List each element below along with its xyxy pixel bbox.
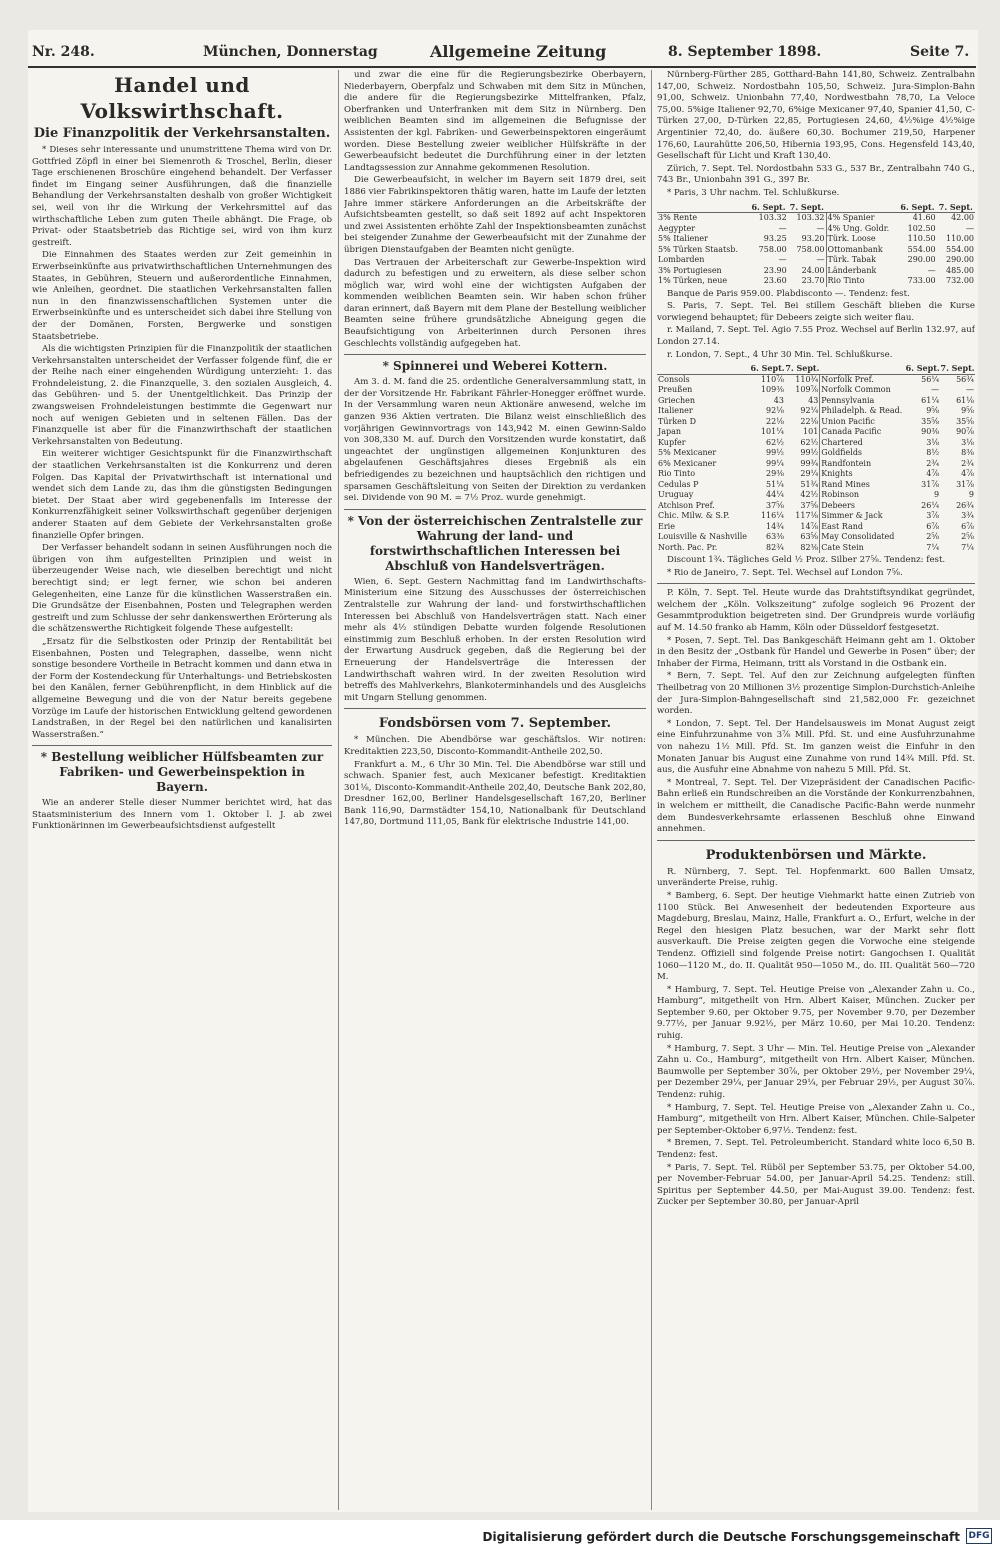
page-header — [28, 40, 976, 66]
table-cell: 109⅜ — [760, 385, 784, 395]
table-cell: 99¼ — [766, 458, 784, 468]
table-cell: 43 — [773, 395, 784, 405]
table-cell: 117⅛ — [795, 511, 819, 521]
table-cell: 42.00 — [951, 213, 974, 223]
table-cell: 1% Türken, neue — [658, 276, 728, 286]
table-header-cell — [657, 202, 749, 213]
table-cell: 90⅞ — [956, 427, 974, 437]
table-row — [657, 543, 975, 554]
column-2 — [344, 70, 646, 1510]
table-cell: 92⅛ — [766, 406, 784, 416]
table-cell: Robinson — [820, 490, 905, 501]
table-cell: 62½ — [766, 437, 784, 447]
table-cell: 9 — [934, 490, 940, 500]
table-header-cell: 7. Sept. — [940, 363, 975, 374]
table-cell: Lombarden — [658, 255, 705, 265]
table-cell: Uruguay — [658, 490, 694, 500]
table-row — [657, 438, 975, 449]
table-cell: 93.20 — [801, 234, 825, 244]
table-footer: Discount 1¾. Tägliches Geld ½ Proz. Silber 27⅝. Tendenz: fest. — [667, 555, 946, 566]
table-cell: 63⅝ — [800, 532, 819, 542]
table-cell: Länderbank — [826, 266, 898, 277]
table-cell: East Rand — [820, 522, 905, 533]
table-cell: Türk. Loose — [826, 234, 898, 245]
table-cell: — — [778, 255, 787, 265]
table-row — [657, 385, 975, 396]
table-cell: 61¼ — [921, 395, 940, 405]
market-report: * Bamberg, 6. Sept. Der heutige Viehmarkt hatte einen Zutrieb von 1100 Stück. Bei Anwesenheit der bedeutenden Exporteure aus Magdeburg, Breslau, Mainz, Halle, Frankfurt a. O., Erfurt, welche in der Regel den hiesigen Platz besuchen, war der Markt sehr flott ausverkauft. Die Preise zeigten gegen die Vorwoche eine steigende Tendenz. Offiziell sind folgende Preise notirt: Gangochsen I. Qualität 1060—1120 M., do. II. Qualität 950—1050 M., do. III. Qualität 560—720 M. — [657, 890, 975, 983]
table-cell: 4% Spanier — [826, 213, 898, 224]
article-separator — [344, 708, 646, 709]
table-header-cell: 6. Sept. — [898, 202, 936, 213]
market-report: * Bremen, 7. Sept. Tel. Petroleumbericht. Standard white loco 6,50 B. Tendenz: fest. — [657, 1138, 975, 1160]
table-cell: Türken D — [658, 416, 697, 426]
section-title: Produktenbörsen und Märkte. — [705, 847, 927, 863]
article-paragraph: Die Gewerbeaufsicht, in welcher im Bayern seit 1879 drei, seit 1886 vier Fabrikinspektoren thätig waren, hatte im Laufe der letzten Jahre immer stärkere Anforderungen an die Arbeitskräfte der Aufsichtsbeamten gestellt, so daß seit 1892 auf acht Inspektoren und zwei Assistenten erhöhte Zahl der Inspektionsbeamten zunächst bei steigender Zunahme der Gewerbeaufsicht mit der Zunahme der übrigen Dienstaufgaben der Beamten nicht genügte. — [344, 175, 646, 255]
table-cell: May Consolidated — [820, 532, 905, 543]
table-cell: 4⅞ — [926, 469, 940, 479]
news-item: * Posen, 7. Sept. Tel. Das Bankgeschäft Heimann geht am 1. Oktober in den Besitz der „Ostbank für Handel und Gewerbe in Posen“ über; der Inhaber der Firma, Heimann, tritt als Vorstand in die Ostbank ein. — [657, 635, 975, 669]
table-cell: 93.25 — [763, 234, 787, 244]
table-cell: 99¾ — [800, 458, 819, 468]
table-cell: 6⅞ — [926, 521, 940, 531]
table-cell: — — [816, 255, 825, 265]
table-cell: 2¾ — [961, 458, 974, 468]
table-cell: 4% Ung. Goldr. — [826, 224, 898, 235]
table-cell: Simmer & Jack — [820, 511, 905, 522]
table-cell: 44¼ — [766, 490, 784, 500]
table-cell: Union Pacific — [820, 417, 905, 428]
table-cell: 7¼ — [961, 542, 974, 552]
table-cell: 101¼ — [760, 427, 784, 437]
table-cell: 103.32 — [758, 213, 787, 223]
article-paragraph: Wien, 6. Sept. Gestern Nachmittag fand im Landwirthschafts-Ministerium eine Sitzung des Ausschusses der österreichischen Zentralstelle zur Wahrung der land- und forstwirthschaftlichen Interessen bei Abschluß von Handelsverträgen statt. Nach einer mehr als 4½ stündigen Debatte wurden folgende Resolutionen einstimmig zum Beschluß erhoben. In der ersten Resolution wird der Erwartung Ausdruck gegeben, daß die Regierung bei der Erneuerung der Handelsverträge die Interessen der Landwirthschaft wahren wird. In der zweiten Resolution wird betreffs des Mahlverkehrs, Blankoterminhandels und des Ausgleichs mit Ungarn Stellung genommen. — [344, 576, 646, 703]
table-cell: 2⅝ — [926, 532, 940, 542]
table-cell: 9⅝ — [961, 406, 974, 416]
table-cell: 101 — [803, 427, 819, 437]
table-cell: Rio Tinto — [658, 469, 696, 479]
table-cell: 554.00 — [907, 244, 936, 254]
table-cell: Louisville & Nashville — [658, 532, 748, 542]
table-cell: 22⅛ — [766, 416, 784, 426]
table-cell: 9⅝ — [926, 406, 940, 416]
table-cell: 733.00 — [907, 276, 936, 286]
table-row — [657, 522, 975, 533]
dfg-logo-icon: DFG — [966, 1528, 992, 1544]
column-divider — [651, 70, 652, 1510]
column-divider — [338, 70, 339, 1510]
table-cell: — — [778, 223, 787, 233]
market-report: r. Mailand, 7. Sept. Tel. Agio 7.55 Proz. Wechsel auf Berlin 132.97, auf London 27.14. — [657, 325, 975, 347]
table-row — [657, 276, 975, 287]
table-cell: 3⅛ — [961, 437, 974, 447]
table-cell: 103.32 — [796, 213, 825, 223]
table-cell: 37⅝ — [800, 500, 819, 510]
table-cell: 110⅞ — [760, 374, 784, 384]
table-cell: 31⅞ — [956, 479, 974, 489]
paris-quotes-table — [657, 202, 975, 287]
column-1 — [32, 70, 332, 1510]
table-cell: — — [966, 385, 974, 395]
header-rule — [28, 66, 976, 68]
table-cell: Atchison Pref. — [658, 500, 715, 510]
table-cell: Cedulas P — [658, 479, 699, 489]
table-cell: 3⅛ — [926, 437, 940, 447]
column-3 — [657, 70, 975, 1510]
table-cell: 6% Mexicaner — [658, 458, 717, 468]
table-cell: 4⅞ — [961, 469, 974, 479]
table-header-cell — [820, 363, 905, 374]
article-separator — [657, 583, 975, 584]
table-header-cell: 7. Sept. — [785, 363, 820, 374]
table-cell: 26¾ — [956, 500, 974, 510]
table-heading: r. London, 7. Sept., 4 Uhr 30 Min. Tel. Schlußkurse. — [667, 349, 893, 360]
table-cell: 3⅞ — [926, 511, 940, 521]
market-report: * München. Die Abendbörse war geschäftslos. Wir notiren: Kreditaktien 223,50, Disconto-Kommandit-Antheile 202,50. — [344, 735, 646, 757]
table-cell: 6⅞ — [961, 521, 974, 531]
table-cell: Ottomanbank — [826, 245, 898, 256]
table-cell: 7¼ — [926, 542, 940, 552]
table-cell: Chic. Milw. & S.P. — [658, 511, 730, 521]
table-cell: 31⅞ — [921, 479, 940, 489]
table-header-cell: 6. Sept. — [750, 363, 785, 374]
table-cell: 3% Rente — [658, 213, 698, 223]
table-row — [657, 511, 975, 522]
issue-date: 8. September 1898. — [668, 44, 822, 60]
table-cell: 732.00 — [946, 276, 974, 286]
place-date: München, Donnerstag — [203, 44, 378, 60]
table-cell: Randfontein — [820, 459, 905, 470]
table-cell: 290.00 — [907, 255, 936, 265]
table-row — [657, 501, 975, 512]
article-paragraph: Ein weiterer wichtiger Gesichtspunkt für die Finanzwirthschaft der staatlichen Verkehrsanstalten ist die Konkurrenz und deren Folgen. Das Kapital der Privatwirthschaft ist international und wendet sich dem Lande zu, das ihm die günstigsten Bedingungen bietet. Der Staat aber wird gegebenenfalls im Interesse der Konkurrenzfähigkeit seiner Volkswirthschaft gegenüber derjenigen anderer Staaten auf dem Gebiete der Verkehrsanstalten große finanzielle Opfer bringen. — [32, 449, 332, 541]
article-separator — [344, 509, 646, 510]
table-cell: Cate Stein — [820, 543, 905, 554]
table-cell: North. Pac. Pr. — [658, 542, 718, 552]
table-row — [657, 255, 975, 266]
table-row — [657, 532, 975, 543]
page-number: Seite 7. — [910, 44, 970, 60]
table-row — [657, 406, 975, 417]
table-cell: Rand Mines — [820, 480, 905, 491]
table-header-cell: 7. Sept. — [788, 202, 826, 213]
table-cell: — — [927, 265, 936, 275]
article-title: Die Finanzpolitik der Verkehrsanstalten. — [33, 126, 331, 141]
table-row — [657, 396, 975, 407]
table-cell: 24.00 — [801, 265, 825, 275]
table-cell: Knights — [820, 469, 905, 480]
table-cell: 14¾ — [766, 521, 784, 531]
table-cell: 61⅛ — [956, 395, 974, 405]
table-footer: Banque de Paris 959.00. Plabdisconto —. Tendenz: fest. — [667, 288, 910, 299]
table-cell: Norfolk Common — [820, 385, 905, 396]
table-cell: 758.00 — [758, 244, 787, 254]
market-report: * Hamburg, 7. Sept. 3 Uhr — Min. Tel. Heutige Preise von „Alexander Zahn u. Co., Hamburg“, mitgetheilt von Hrn. Albert Kaiser, München. Baumwolle per September 30⅞, per Oktober 29½, per November 29¼, per Dezember 29¼, per Januar 29¼, per Februar 29½, per August 30⅞. Tendenz: ruhig. — [657, 1043, 975, 1101]
table-row — [657, 266, 975, 277]
market-report: Frankfurt a. M., 6 Uhr 30 Min. Tel. Die Abendbörse war still und schwach. Spanier fest, auch Mexicaner befestigt. Kreditaktien 301⅛, Disconto-Kommandit-Antheile 202,40, Deutsche Bank 202,80, Dresdner 162,00, Berliner Handelsgesellschaft 167,20, Berliner Bank 116,90, Darmstädter 154,10, Nationalbank für Deutschland 147,80, Dortmund 111,05, Bank für elektrische Industrie 141,00. — [344, 759, 646, 828]
news-item: * Bern, 7. Sept. Tel. Auf den zur Zeichnung aufgelegten fünften Theilbetrag von 20 Millionen 3½ prozentige Simplon-Durchstich-Anleihe der Jura-Simplon-Bahngesellschaft sind 21,582,000 Fr. gezeichnet worden. — [657, 671, 975, 717]
table-header-cell — [826, 202, 898, 213]
table-cell: Chartered — [820, 438, 905, 449]
table-cell: 2⅝ — [961, 532, 974, 542]
table-cell: Kupfer — [658, 437, 686, 447]
table-cell: Italiener — [658, 406, 693, 416]
article-paragraph: Die Einnahmen des Staates werden zur Zeit gemeinhin in Erwerbseinkünfte aus privatwirthschaftlichen Unternehmungen des Staates, in Gebühren, Steuern und außerordentliche Einnahmen, wie Anleihen, geordnet. Die staatlichen Verkehrsanstalten fallen nun in den finanzwissenschaftlichen Systemen unter die Erwerbseinkünfte und es unterscheidet sich dabei ihre Stellung von der der Domänen, Forsten, Bergwerke und sonstigen Staatsbetriebe. — [32, 250, 332, 342]
table-cell: Preußen — [658, 385, 693, 395]
table-cell: — — [966, 223, 974, 233]
table-cell: 99½ — [800, 448, 819, 458]
table-row — [657, 245, 975, 256]
table-cell: 5% Mexicaner — [658, 448, 717, 458]
table-cell: 29⅜ — [766, 469, 784, 479]
table-cell: Goldfields — [820, 448, 905, 459]
table-cell: 43 — [808, 395, 819, 405]
london-quotes-table — [657, 363, 975, 553]
table-cell: Rio Tinto — [826, 276, 898, 287]
article-paragraph: Wie an anderer Stelle dieser Nummer berichtet wird, hat das Staatsministerium des Innern vom 1. Oktober l. J. ab zwei Funktionärinnen im Gewerbeaufsichtsdienst aufgestellt — [32, 798, 332, 832]
article-separator — [657, 840, 975, 841]
section-title: Handel und Volkswirthschaft. — [80, 73, 284, 123]
table-cell: 758.00 — [796, 244, 825, 254]
news-item: * Montreal, 7. Sept. Tel. Der Vizepräsident der Canadischen Pacific-Bahn erließ ein Rundschreiben an die Vorstände der Konkurrenzbahnen, in welchem er mittheilt, die Canadische Pacific-Bahn werde nunmehr dem Bundesverkehrsamte erlassenen Beschluß ohne Einwand annehmen. — [657, 777, 975, 835]
table-cell: 90⅜ — [921, 427, 940, 437]
table-row — [657, 417, 975, 428]
article-title: * Von der österreichischen Zentralstelle zur Wahrung der land- und forstwirthschaftlichen Interessen bei Abschluß von Handelsverträgen. — [347, 513, 643, 573]
table-cell: 3¾ — [961, 511, 974, 521]
market-report: Nürnberg-Fürther 285, Gotthard-Bahn 141,80, Schweiz. Zentralbahn 147,00, Schweiz. Nordostbahn 105,50, Schweiz. Jura-Simplon-Bahn 91,00, Schweiz. Unionbahn 77,40, Nordwestbahn 78,70, La Veloce 75,00. 5%ige Italiener 92,70, 6%ige Mexicaner 97,40, Spanier 41,50, C-Türken 27,00, D-Türken 22,85, Portugiesen 24,60, 4½%ige 4½%ige Argentinier 72,40, do. äußere 60,30. Bochumer 219,50, Harpener 176,60, Laurahütte 206,50, Hibernia 193,95, Cons. Hegensfeld 143,40, Gesellschaft für Licht und Kraft 130,40. — [657, 70, 975, 162]
news-item: P. Köln, 7. Sept. Tel. Heute wurde das Drahtstiftsyndikat gegründet, welchem der „Köln. Volkszeitung“ zufolge sogleich 96 Prozent der Gesammtproduktion beigetreten sind. Der Grundpreis wurde vorläufig auf M. 14.50 franko ab Hamm, Köln oder Düsseldorf festgesetzt. — [657, 588, 975, 634]
article-separator — [32, 745, 332, 746]
table-cell: Pennsylvania — [820, 396, 905, 407]
table-heading: * Paris, 3 Uhr nachm. Tel. Schlußkurse. — [667, 187, 840, 198]
article-title: * Bestellung weiblicher Hülfsbeamten zur Fabriken- und Gewerbeinspektion in Bayern. — [40, 750, 324, 795]
table-cell: Japan — [658, 427, 682, 437]
table-row — [657, 490, 975, 501]
table-cell: 102.50 — [907, 223, 936, 233]
article-paragraph: Das Vertrauen der Arbeiterschaft zur Gewerbe-Inspektion wird dadurch zu befestigen und zu erweitern, als diese selber schon möglich war, wird wohl eine der wichtigsten Aufgaben der kommenden weiblichen Beamten sein. Wir haben schon früher daran erinnert, daß Bayern mit dem Plane der Bestellung weiblicher Beamten seine frühere grundsätzliche Abneigung gegen die Beaufsichtigung von Arbeiterinnen durch Personen ihres Geschlechts vollständig aufgegeben hat. — [344, 257, 646, 349]
table-cell: Erie — [658, 521, 675, 531]
article-paragraph: Der Verfasser behandelt sodann in seinen Ausführungen noch die übrigen von ihm aufgestellten Prinzipien und weist in überzeugender Weise nach, wie dieselben berechtigt und nicht berechtigt sind; er legt ferner, wie schon bei anderen Gelegenheiten, eine Lanze für die künstlichen Wasserstraßen ein. Die Grundsätze der Eisenbahnen, Posten und Telegraphen werden gestreift und zum Schlusse der sehr dankenswerthen Erörterung als die schätzenswerthe Richtigkeit folgende These aufgestellt: — [32, 543, 332, 635]
issue-number: Nr. 248. — [32, 44, 95, 60]
table-cell: 2¾ — [926, 458, 940, 468]
table-cell: Philadelph. & Read. — [820, 406, 905, 417]
table-cell: 42½ — [800, 490, 819, 500]
table-row — [657, 448, 975, 459]
table-cell: 23.70 — [801, 276, 825, 286]
article-title: * Spinnerei und Weberei Kottern. — [382, 359, 608, 374]
table-row — [657, 213, 975, 224]
table-cell: 29¼ — [800, 469, 819, 479]
news-item: * London, 7. Sept. Tel. Der Handelsausweis im Monat August zeigt eine Einfuhrzunahme von 3⅞ Mill. Pfd. St. und eine Ausfuhrzunahme von nahezu 1½ Mill. Pfd. St. Im ganzen weist die Einfuhr in den Monaten Januar bis August eine Zunahme von rund 14¾ Mill. Pfd. St. aus, die Ausfuhr eine Abnahme von nahezu 5 Mill. Pfd. St. — [657, 718, 975, 776]
table-cell: 8⅜ — [961, 448, 974, 458]
table-cell: 56¾ — [956, 374, 974, 384]
table-cell: 5% Italiener — [658, 234, 708, 244]
article-paragraph: Als die wichtigsten Prinzipien für die Finanzpolitik der staatlichen Verkehrsanstalten unterscheidet der Verfasser folgende fünf, die er der Reihe nach einer eingehenden Würdigung unterzieht: 1. das Frohndeleistung, 2. die Finanzquelle, 3. den sozialen Ausgleich, 4. das Gebühren- und 5. der Unentgeltlichkeit. Das Prinzip der zwangsweisen Frohndeleistungen bestimmte die Gegenwart nur noch auf wenigen Gebieten und in seltenen Fällen. Das der Finanzquelle ist aber für die Finanzwirthschaft der staatlichen Verkehrsanstalten von Bedeutung. — [32, 344, 332, 447]
masthead: Allgemeine Zeitung — [430, 42, 607, 61]
table-cell: — — [816, 223, 825, 233]
table-cell: 8½ — [926, 448, 940, 458]
section-title: Fondsbörsen vom 7. September. — [378, 716, 612, 732]
table-header-cell: 6. Sept. — [905, 363, 940, 374]
table-cell: 99½ — [766, 448, 784, 458]
market-report: R. Nürnberg, 7. Sept. Tel. Hopfenmarkt. 600 Ballen Umsatz, unveränderte Preise, ruhig. — [657, 866, 975, 889]
market-report: * Rio de Janeiro, 7. Sept. Tel. Wechsel auf London 7⅝. — [667, 567, 903, 578]
table-header-cell: 7. Sept. — [937, 202, 975, 213]
table-cell: 56¼ — [921, 374, 940, 384]
table-header-cell — [657, 363, 750, 374]
table-cell: Norfolk Pref. — [820, 374, 905, 385]
table-cell: 110¾ — [795, 374, 819, 384]
table-row — [657, 374, 975, 385]
table-cell: Canada Pacific — [820, 427, 905, 438]
table-cell: 37⅝ — [766, 500, 784, 510]
market-report: * Hamburg, 7. Sept. Tel. Heutige Preise von „Alexander Zahn u. Co., Hamburg“, mitgetheilt von Hrn. Albert Kaiser, München. Chile-Salpeter per September-Oktober 6,97½. Tendenz: fest. — [657, 1102, 975, 1136]
table-cell: 109⅞ — [795, 385, 819, 395]
table-cell: 82¾ — [766, 542, 784, 552]
table-row — [657, 469, 975, 480]
table-cell: 82⅜ — [800, 542, 819, 552]
table-cell: 9 — [968, 490, 974, 500]
table-cell: — — [931, 385, 940, 395]
table-cell: Griechen — [658, 395, 696, 405]
table-cell: 51¼ — [766, 479, 784, 489]
table-cell: 3% Portugiesen — [658, 265, 722, 275]
table-cell: 23.90 — [763, 265, 787, 275]
article-paragraph: * Dieses sehr interessante und unumstrittene Thema wird von Dr. Gottfried Zöpfl in einer bei Siemenroth & Troschel, Berlin, dieser Tage erschienenen Broschüre eingehend behandelt. Der Verfasser findet im Eingang seiner Ausführungen, daß die finanzielle Behandlung der Verkehrsanstalten deshalb von großer Wichtigkeit sei, weil von ihr die Wirkung der Verkehrsmittel auf das wirthschaftliche Leben zum guten Theile abhängt. Die Frage, ob Privat- oder Staatsbetrieb das Richtige sei, wird von ihm kurz gestreift. — [32, 145, 332, 248]
market-report: * Hamburg, 7. Sept. Tel. Heutige Preise von „Alexander Zahn u. Co., Hamburg“, mitgetheilt von Hrn. Albert Kaiser, München. Zucker per September 9.60, per Oktober 9.75, per November 9.70, per Dezember 9.77½, per Januar 9.92½, per März 10.60, per Mai 10.20. Tendenz: ruhig. — [657, 984, 975, 1042]
table-row — [657, 224, 975, 235]
article-separator — [344, 354, 646, 355]
table-cell: 62½ — [800, 437, 819, 447]
table-cell: 35⅝ — [921, 416, 940, 426]
table-cell: 116¼ — [760, 511, 784, 521]
table-cell: 63⅜ — [766, 532, 784, 542]
table-cell: Debeers — [820, 501, 905, 512]
article-paragraph: Am 3. d. M. fand die 25. ordentliche Generalversammlung statt, in der der Vorsitzende Hr. Fabrikant Fährler-Honegger eröffnet wurde. In der Versammlung waren neun Aktionäre anwesend, welche im ganzen 936 Aktien vertraten. Die Bilanz weist einschließlich des vorjährigen Gewinnvortrags von 143,942 M. einen Gewinn-Saldo von 308,330 M. auf. Durch den Vorsitzenden wurde konstatirt, daß ungeachtet der ungünstigen allgemeinen Konjunkturen des abgelaufenen Geschäftsjahres dieses Ergebniß als ein befriedigendes zu bezeichnen und hauptsächlich den richtigen und sparsamen Geschäftsleitung von Seiten der Direktion zu verdanken sei. Dividende von 90 M. = 7½ Proz. wurde genehmigt. — [344, 377, 646, 504]
digitization-footer — [0, 1520, 1000, 1555]
table-cell: 22⅛ — [800, 416, 819, 426]
table-cell: 23.60 — [763, 276, 787, 286]
article-paragraph: „Ersatz für die Selbstkosten oder Prinzip der Rentabilität bei Eisenbahnen, Posten und Telegraphen, dasselbe, wenn nicht sonstige besondere Vortheile in Betracht kommen und dann etwa in der Form der Kostendeckung für Unterhaltungs- und Betriebskosten bei den Kanälen, ferner Gebührenpflicht, in dem Hinblick auf die allgemeine Bewegung und die von der Natur bereits gegebene Vorzüge im Laufe der historischen Entwicklung geltend gewordenen Landstraßen, in der Regel bei den natürlichen und kanalisirten Wasserstraßen.“ — [32, 636, 332, 740]
table-cell: 35⅝ — [956, 416, 974, 426]
table-cell: 26¼ — [921, 500, 940, 510]
article-paragraph: und zwar die eine für die Regierungsbezirke Oberbayern, Niederbayern, Oberpfalz und Schwaben mit dem Sitz in München, die andere für die Regierungsbezirke Mittelfranken, Pfalz, Oberfranken und Unterfranken mit dem Sitz in Nürnberg. Den weiblichen Beamten sind im allgemeinen die Befugnisse der Assistenten der kgl. Fabriken- und Gewerbeinspektoren eingeräumt worden. Diese Bestellung zweier weiblicher Hülfskräfte in der Gewerbeaufsicht bedeutet die Durchführung einer in der letzten Landtagssession zur Annahme gekommenen Resolution. — [344, 70, 646, 173]
table-cell: 14⅞ — [800, 521, 819, 531]
footer-credit: Digitalisierung gefördert durch die Deutsche Forschungsgemeinschaft — [482, 1530, 960, 1544]
table-cell: 92¼ — [800, 406, 819, 416]
market-report: * Paris, 7. Sept. Tel. Rüböl per September 53.75, per Oktober 54.00, per November-Februar 54.00, per Januar-April 54.25. Tendenz: still. Spiritus per September 44.50, per Mai-August 39.00. Tendenz: fest. Zucker per September 30.80, per Januar-April — [657, 1162, 975, 1208]
table-header-cell: 6. Sept. — [749, 202, 787, 213]
table-cell: 51¾ — [800, 479, 819, 489]
table-cell: Türk. Tabak — [826, 255, 898, 266]
table-cell: Aegypter — [658, 223, 696, 233]
table-cell: 110.00 — [946, 234, 974, 244]
market-report: Zürich, 7. Sept. Tel. Nordostbahn 533 G., 537 Br., Zentralbahn 740 G., 743 Br., Unionbahn 391 G., 397 Br. — [657, 163, 975, 186]
table-cell: 485.00 — [946, 265, 974, 275]
table-row — [657, 459, 975, 470]
table-cell: 110.50 — [907, 234, 936, 244]
table-cell: Consols — [658, 374, 690, 384]
table-row — [657, 234, 975, 245]
table-cell: 41.60 — [912, 213, 936, 223]
table-row — [657, 427, 975, 438]
table-cell: 554.00 — [946, 244, 974, 254]
table-cell: 5% Türken Staatsb. — [658, 244, 739, 254]
market-report: S. Paris, 7. Sept. Tel. Bei stillem Geschäft blieben die Kurse vorwiegend behauptet; für Debeers zeigte sich weiter flau. — [657, 301, 975, 323]
table-cell: 290.00 — [946, 255, 974, 265]
table-row — [657, 480, 975, 491]
